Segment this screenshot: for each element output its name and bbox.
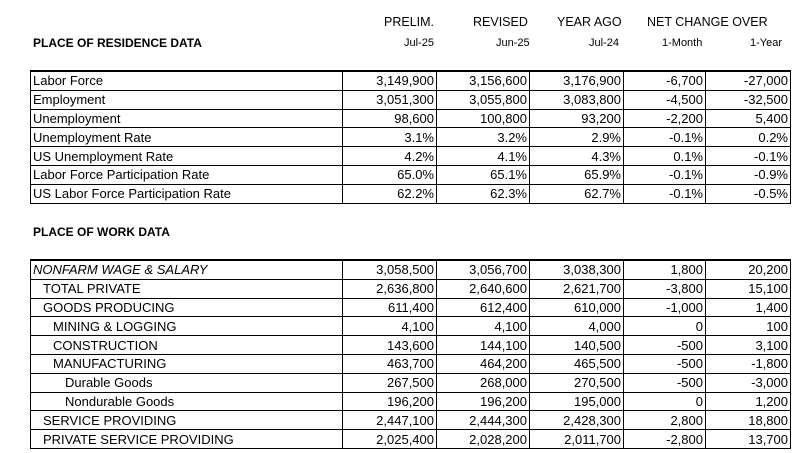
cell-year-ago: 3,038,300 [530, 260, 624, 279]
row-label: TOTAL PRIVATE [31, 279, 343, 298]
row-label: US Labor Force Participation Rate [31, 184, 343, 203]
col-header-prelim: PRELIM. [384, 15, 435, 29]
cell-1-year: 18,800 [706, 411, 791, 430]
cell-1-month: -0.1% [624, 165, 706, 184]
row-label: MANUFACTURING [31, 354, 343, 373]
cell-revised: 3.2% [437, 128, 530, 147]
work-table [30, 259, 791, 449]
cell-1-month: -1,000 [624, 298, 706, 317]
cell-1-month: -2,200 [624, 109, 706, 128]
cell-1-year: -3,000 [706, 373, 791, 392]
cell-1-month: -0.1% [624, 128, 706, 147]
cell-revised: 3,055,800 [437, 90, 530, 109]
cell-prelim: 4,100 [343, 317, 437, 336]
table-row [31, 90, 791, 109]
table-row [31, 71, 791, 90]
cell-1-year: 13,700 [706, 430, 791, 449]
cell-revised: 100,800 [437, 109, 530, 128]
cell-1-month: -500 [624, 373, 706, 392]
cell-1-year: 1,400 [706, 298, 791, 317]
cell-year-ago: 610,000 [530, 298, 624, 317]
col-period-prelim: Jul-25 [404, 37, 434, 49]
table-row [31, 354, 791, 373]
table-row [31, 317, 791, 336]
cell-prelim: 611,400 [343, 298, 437, 317]
cell-1-year: -27,000 [706, 71, 791, 90]
cell-year-ago: 195,000 [530, 392, 624, 411]
cell-prelim: 196,200 [343, 392, 437, 411]
residence-table [30, 70, 791, 204]
cell-prelim: 3,058,500 [343, 260, 437, 279]
table-row [31, 260, 791, 279]
cell-year-ago: 3,176,900 [530, 71, 624, 90]
cell-year-ago: 62.7% [530, 184, 624, 203]
cell-year-ago: 65.9% [530, 165, 624, 184]
cell-prelim: 3.1% [343, 128, 437, 147]
row-label: SERVICE PROVIDING [31, 411, 343, 430]
table-row [31, 109, 791, 128]
cell-1-month: 0 [624, 392, 706, 411]
table-row [31, 411, 791, 430]
row-label: Unemployment [31, 109, 343, 128]
cell-revised: 4.1% [437, 147, 530, 166]
row-label: CONSTRUCTION [31, 336, 343, 355]
cell-1-year: 3,100 [706, 336, 791, 355]
cell-1-year: 20,200 [706, 260, 791, 279]
col-header-revised: REVISED [473, 15, 528, 29]
cell-year-ago: 2,011,700 [530, 430, 624, 449]
row-label: Durable Goods [31, 373, 343, 392]
cell-prelim: 65.0% [343, 165, 437, 184]
cell-year-ago: 2,621,700 [530, 279, 624, 298]
cell-revised: 196,200 [437, 392, 530, 411]
cell-1-year: -0.9% [706, 165, 791, 184]
cell-revised: 65.1% [437, 165, 530, 184]
cell-prelim: 2,636,800 [343, 279, 437, 298]
cell-prelim: 2,447,100 [343, 411, 437, 430]
row-label: Labor Force [31, 71, 343, 90]
table-row [31, 147, 791, 166]
cell-1-month: 1,800 [624, 260, 706, 279]
cell-1-year: 0.2% [706, 128, 791, 147]
table-row [31, 336, 791, 355]
row-label: MINING & LOGGING [31, 317, 343, 336]
cell-prelim: 98,600 [343, 109, 437, 128]
cell-year-ago: 465,500 [530, 354, 624, 373]
cell-1-month: 2,800 [624, 411, 706, 430]
row-label: Unemployment Rate [31, 128, 343, 147]
cell-year-ago: 140,500 [530, 336, 624, 355]
col-period-year-ago: Jul-24 [589, 37, 619, 49]
cell-year-ago: 4.3% [530, 147, 624, 166]
cell-1-year: -1,800 [706, 354, 791, 373]
table-row [31, 430, 791, 449]
row-label: Employment [31, 90, 343, 109]
cell-prelim: 4.2% [343, 147, 437, 166]
cell-revised: 464,200 [437, 354, 530, 373]
work-section-title: PLACE OF WORK DATA [33, 225, 170, 239]
cell-1-month: 0 [624, 317, 706, 336]
cell-revised: 3,056,700 [437, 260, 530, 279]
cell-1-year: -32,500 [706, 90, 791, 109]
col-header-year-ago: YEAR AGO [557, 15, 622, 29]
cell-1-year: 15,100 [706, 279, 791, 298]
table-row [31, 392, 791, 411]
table-row [31, 165, 791, 184]
table-row [31, 279, 791, 298]
cell-revised: 3,156,600 [437, 71, 530, 90]
cell-1-year: 1,200 [706, 392, 791, 411]
table-row [31, 373, 791, 392]
cell-1-month: -500 [624, 336, 706, 355]
cell-1-year: -0.5% [706, 184, 791, 203]
cell-year-ago: 2,428,300 [530, 411, 624, 430]
cell-1-month: -3,800 [624, 279, 706, 298]
row-label: NONFARM WAGE & SALARY [31, 260, 343, 279]
cell-revised: 62.3% [437, 184, 530, 203]
table-row [31, 184, 791, 203]
cell-prelim: 2,025,400 [343, 430, 437, 449]
cell-1-month: 0.1% [624, 147, 706, 166]
table-row [31, 128, 791, 147]
row-label: Nondurable Goods [31, 392, 343, 411]
table-row [31, 298, 791, 317]
col-header-net-change: NET CHANGE OVER [647, 15, 768, 29]
cell-1-month: -4,500 [624, 90, 706, 109]
cell-1-month: -0.1% [624, 184, 706, 203]
cell-revised: 268,000 [437, 373, 530, 392]
row-label: US Unemployment Rate [31, 147, 343, 166]
row-label: Labor Force Participation Rate [31, 165, 343, 184]
cell-revised: 4,100 [437, 317, 530, 336]
row-label: PRIVATE SERVICE PROVIDING [31, 430, 343, 449]
cell-revised: 2,444,300 [437, 411, 530, 430]
cell-prelim: 463,700 [343, 354, 437, 373]
col-period-1-year: 1-Year [750, 37, 783, 49]
cell-year-ago: 270,500 [530, 373, 624, 392]
cell-prelim: 3,149,900 [343, 71, 437, 90]
cell-1-month: -500 [624, 354, 706, 373]
cell-prelim: 143,600 [343, 336, 437, 355]
cell-prelim: 3,051,300 [343, 90, 437, 109]
residence-section-title: PLACE OF RESIDENCE DATA [33, 36, 202, 50]
cell-year-ago: 3,083,800 [530, 90, 624, 109]
cell-year-ago: 93,200 [530, 109, 624, 128]
cell-prelim: 267,500 [343, 373, 437, 392]
cell-year-ago: 2.9% [530, 128, 624, 147]
cell-1-year: -0.1% [706, 147, 791, 166]
cell-prelim: 62.2% [343, 184, 437, 203]
cell-1-year: 5,400 [706, 109, 791, 128]
cell-revised: 2,640,600 [437, 279, 530, 298]
cell-revised: 2,028,200 [437, 430, 530, 449]
cell-revised: 144,100 [437, 336, 530, 355]
cell-revised: 612,400 [437, 298, 530, 317]
cell-1-month: -6,700 [624, 71, 706, 90]
cell-1-year: 100 [706, 317, 791, 336]
col-period-revised: Jun-25 [496, 37, 530, 49]
col-period-1-month: 1-Month [662, 37, 703, 49]
cell-year-ago: 4,000 [530, 317, 624, 336]
row-label: GOODS PRODUCING [31, 298, 343, 317]
cell-1-month: -2,800 [624, 430, 706, 449]
